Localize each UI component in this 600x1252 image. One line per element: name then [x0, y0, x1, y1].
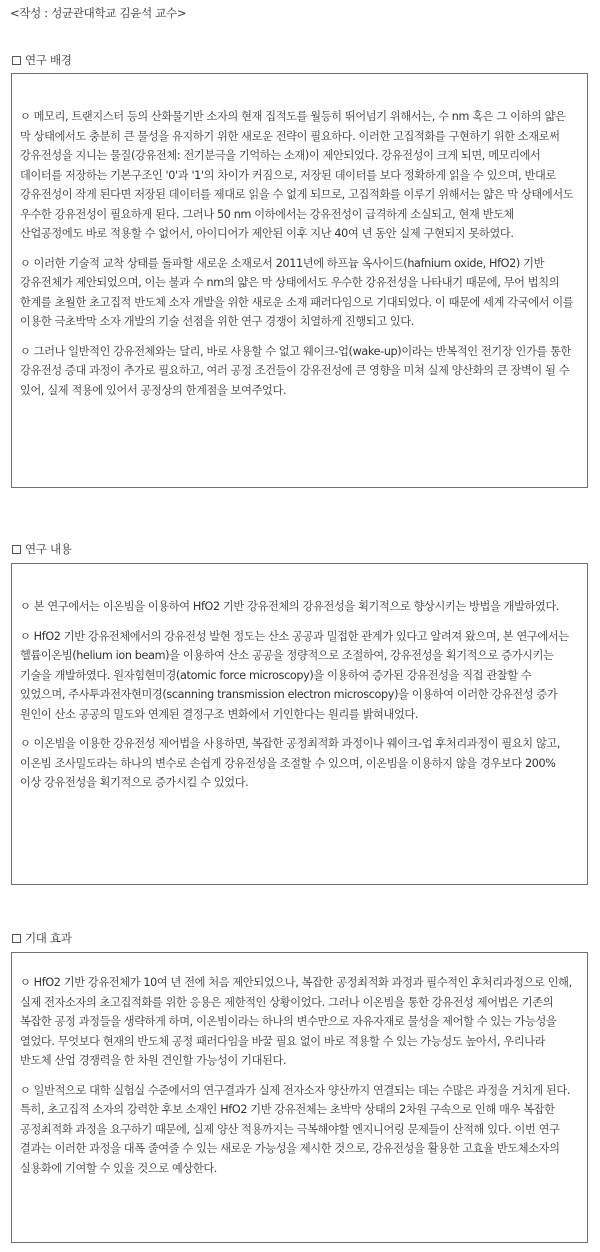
section-heading-content [12, 541, 72, 557]
section-box-effects [11, 952, 588, 1243]
checkbox-icon [12, 545, 21, 554]
author-line: <작성 : 성균관대학교 김윤석 교수> [10, 6, 187, 20]
checkbox-icon [12, 934, 21, 943]
checkbox-icon [12, 56, 21, 65]
paragraph: ㅇ 이온빔을 이용한 강유전성 제어법을 사용하면, 복잡한 공정최적화 과정이나 웨이크-업 후처리과정이 필요치 않고, 이온빔 조사밀도라는 하나의 변수로 손쉽게 강유전성을 조절할 수 있으며, 이온빔을 이용하지 않을 경우보다 200%이상 강유전성을 획기적으로 증가시킬 수 있었다. [20, 737, 561, 789]
section-title: 연구 내용 [25, 542, 72, 556]
paragraph: ㅇ 본 연구에서는 이온빔을 이용하여 HfO2 기반 강유전체의 강유전성을 획기적으로 향상시키는 방법을 개발하였다. [20, 600, 560, 613]
paragraph: ㅇ 일반적으로 대학 실험실 수준에서의 연구결과가 실제 전자소자 양산까지 연결되는 데는 수많은 과정을 거치게 된다. 특히, 초고집적 소자의 강력한 후보 소재인 HfO2 기반 강유전체는 초박막 상태의 2차원 구속으로 인해 매우 복잡한 공정최적화 과정을 요구하기 때문에, 실제 양산 적용까지는 극복해야할 엔지니어링 문제들이 산적해 있다. 이번 연구 결과는 이러한 과정을 대폭 줄여줄 수 있는 새로운 가능성을 제시한 것으로, 강유전성을 활용한 고효율 반도체소자의 실용화에 기여할 수 있을 것으로 예상한다. [20, 1083, 571, 1175]
paragraph: ㅇ 그러나 일반적인 강유전체와는 달리, 바로 사용할 수 없고 웨이크-업(wake-up)이라는 반복적인 전기장 인가를 통한 강유전성 증대 과정이 추가로 필요하고, 여러 공정 조건들이 강유전성에 큰 영향을 미쳐 실제 양산화의 큰 장벽이 될 수 있어, 실제 적용에 있어서 공정상의 한계점을 보여주었다. [20, 344, 572, 397]
section-box-background [11, 73, 588, 488]
paragraph: ㅇ 메모리, 트랜지스터 등의 산화물기반 소자의 현재 집적도를 월등히 뛰어넘기 위해서는, 수 nm 혹은 그 이하의 얇은 막 상태에서도 충분히 큰 물성을 유지하기 위한 새로운 전략이 필요하다. 이러한 고집적화를 구현하기 위한 소재로써 강유전성을 지니는 물질(강유전체: 전기분극을 기억하는 소재)이 제안되었다. 강유전성이 크게 되면, 메모리에서 데이터를 저장하는 기본구조인 '0'과 '1'의 차이가 커짐으로, 저장된 데이터를 보다 정확하게 읽을 수 있으며, 반대로 강유전성이 작게 된다면 저장된 데이터를 제대로 읽을 수 없게 되므로, 고집적화를 이루기 위해서는 얇은 막 상태에서도 우수한 강유전성이 필요하게 된다. 그러나 50 nm 이하에서는 강유전성이 급격하게 소실되고, 현재 반도체 산업공정에도 바로 적용할 수 없어서, 아이디어가 제안된 이후 지난 40여 년 동안 실제 구현되지 못하였다. [20, 110, 574, 240]
paragraph: ㅇ HfO2 기반 강유전체가 10여 년 전에 처음 제안되었으나, 복잡한 공정최적화 과정과 필수적인 후처리과정으로 인해, 실제 전자소자의 초고집적화를 위한 응용은 제한적인 상황이었다. 그러나 이온빔을 통한 강유전성 제어법은 기존의 복잡한 공정 과정들을 생략하게 하며, 이온빔이라는 하나의 변수만으로 자유자재로 물성을 제어할 수 있는 가능성을 열었다. 무엇보다 현재의 반도체 공정 패러다임을 바꿀 필요 없이 바로 적용할 수 있는 가능성도 높아서, 우리나라 반도체 산업 경쟁력을 한 차원 견인할 가능성이 기대된다. [20, 976, 572, 1067]
section-title: 기대 효과 [25, 931, 72, 945]
paragraph: ㅇ HfO2 기반 강유전체에서의 강유전성 발현 정도는 산소 공공과 밀접한 관계가 있다고 알려져 왔으며, 본 연구에서는 헬륨이온빔(helium ion beam)을 이용하여 산소 공공을 정량적으로 조절하여, 강유전성을 획기적으로 증가시키는 기술을 개발하였다. 원자힘현미경(atomic force microscopy)을 이용하여 증가된 강유전성을 직접 관찰할 수 있었으며, 주사투과전자현미경(scanning transmission electron microscopy)을 이용하여 이러한 강유전성 증가 원인이 산소 공공의 밀도와 연계된 결정구조 변화에서 기인한다는 원리를 밝혀내었다. [20, 629, 569, 721]
paragraph: ㅇ 이러한 기술적 교착 상태를 돌파할 새로운 소재로서 2011년에 하프늄 옥사이드(hafnium oxide, HfO2) 기반 강유전체가 제안되었으며, 이는 불과 수 nm의 얇은 막 상태에서도 우수한 강유전성을 나타내기 때문에, 무어 법칙의 한계를 초월한 초고집적 반도체 소자 개발을 위한 새로운 소재 패러다임으로 기대되었다. 이 때문에 세계 각국에서 이를 이용한 극초박막 소자 개발의 기술 선점을 위한 연구 경쟁이 치열하게 진행되고 있다. [20, 256, 574, 328]
section-heading-background [12, 52, 72, 68]
section-box-content [11, 563, 588, 885]
section-heading-effects [12, 930, 72, 946]
section-title: 연구 배경 [25, 53, 72, 67]
